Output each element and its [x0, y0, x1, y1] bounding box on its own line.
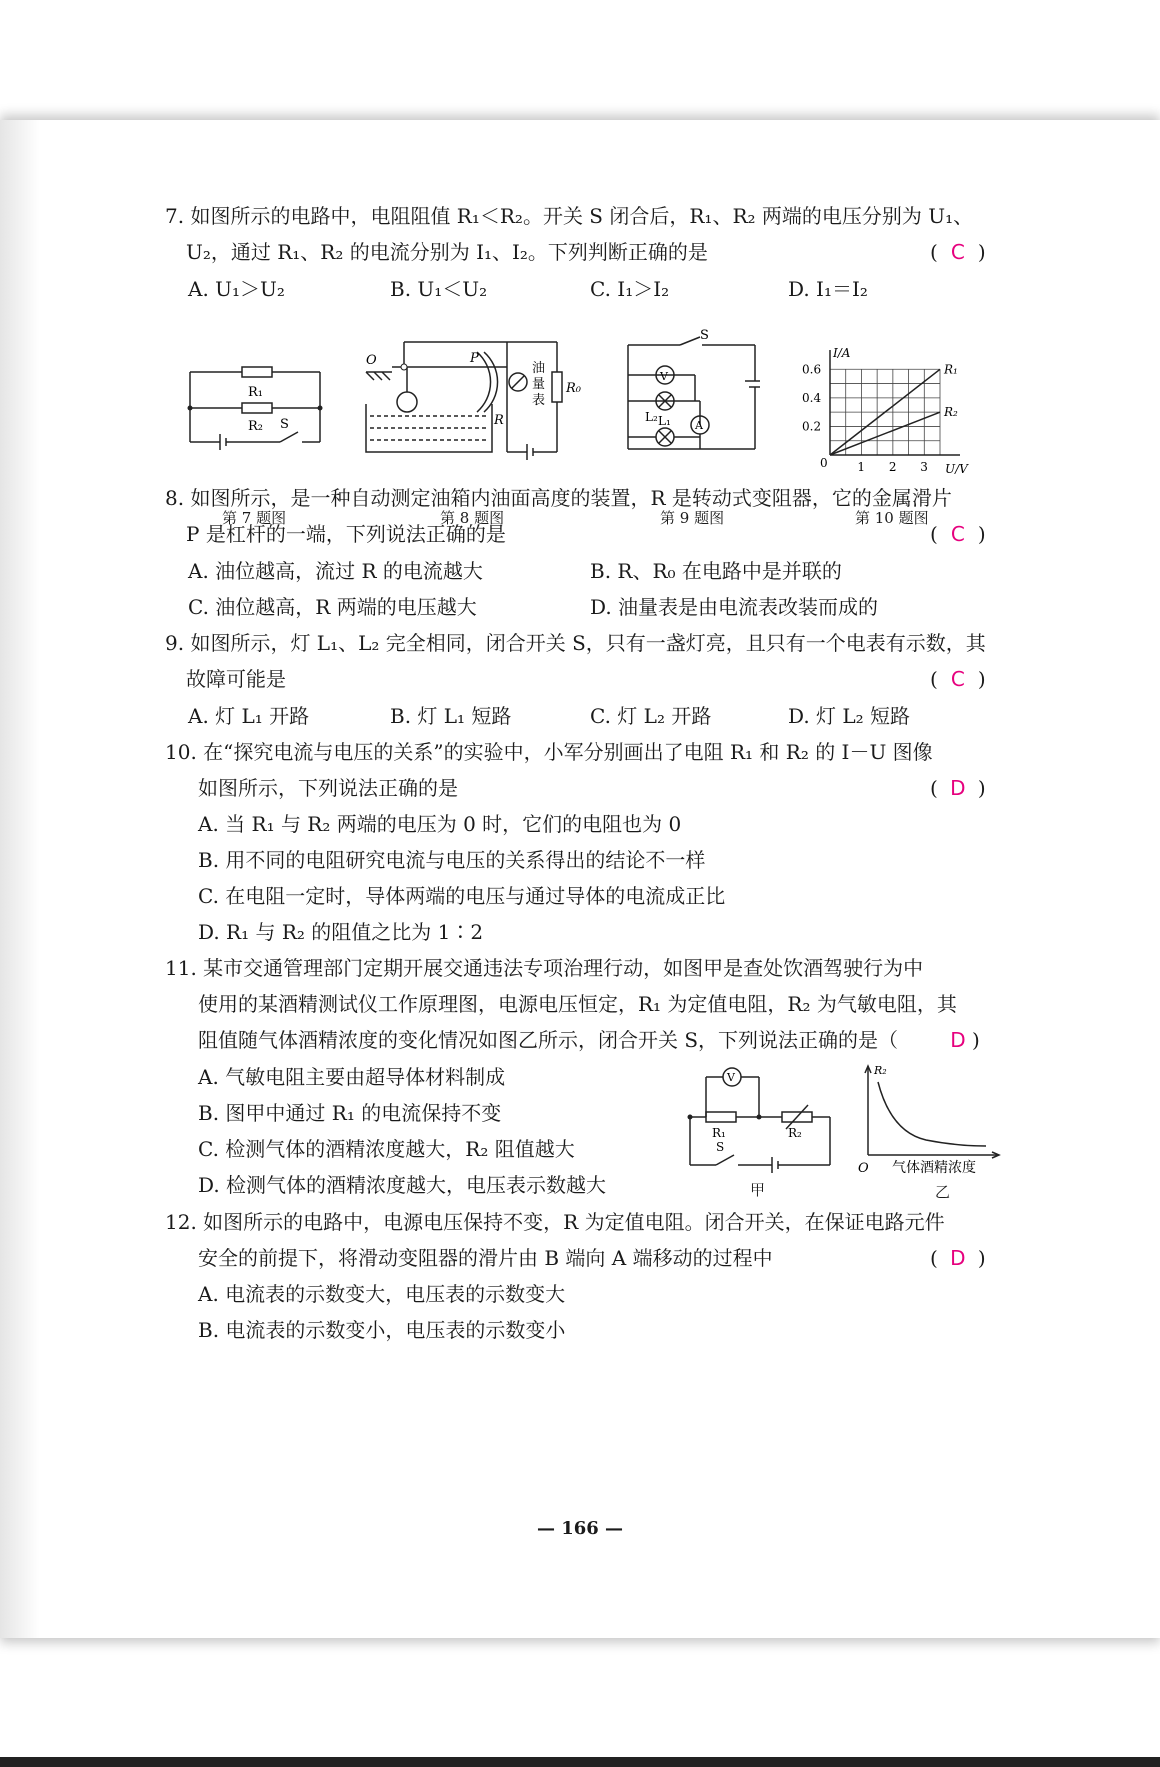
fig9-label-l2: L₂: [645, 410, 658, 424]
q11-option-c: C. 检测气体的酒精浓度越大，R₂ 阻值越大: [198, 1137, 575, 1161]
fig7-caption: 第 7 题图: [222, 509, 287, 527]
q10-stem-line2: 如图所示，下列说法正确的是: [198, 776, 458, 800]
q10-option-a: A. 当 R₁ 与 R₂ 两端的电压为 0 时，它们的电阻也为 0: [198, 812, 682, 836]
fig8-label-r0: R₀: [566, 381, 581, 396]
q11-stem-line3: 阻值随气体酒精浓度的变化情况如图乙所示，闭合开关 S，下列说法正确的是（: [198, 1028, 899, 1052]
q8-answer: ( C ): [930, 522, 986, 546]
q7-option-c: C. I₁＞I₂: [590, 277, 670, 301]
q8-option-c: C. 油位越高，R 两端的电压越大: [188, 595, 477, 619]
fig10-origin: 0: [820, 456, 828, 470]
fig11-yi-caption: 乙: [935, 1183, 951, 1201]
q7-answer-value: C: [950, 240, 965, 264]
fig11-yi-xlabel: 气体酒精浓度: [892, 1160, 976, 1175]
fig9-label-v: V: [660, 370, 668, 383]
fig9-caption: 第 9 题图: [660, 509, 725, 527]
q10-answer-value: D: [950, 776, 966, 800]
fig11-jia-circuit: [686, 1065, 836, 1175]
q7-option-a: A. U₁＞U₂: [188, 277, 285, 301]
q7-option-d: D. I₁＝I₂: [788, 277, 868, 301]
q10-option-c: C. 在电阻一定时，导体两端的电压与通过导体的电流成正比: [198, 884, 726, 908]
q12-option-b: B. 电流表的示数变小，电压表的示数变小: [198, 1318, 566, 1342]
fig11-jia-label-r1: R₁: [712, 1126, 726, 1140]
q7-stem-line2: U₂，通过 R₁、R₂ 的电流分别为 I₁、I₂。下列判断正确的是: [186, 240, 708, 264]
q10-answer: ( D ): [930, 776, 986, 800]
fig7-label-r2: R₂: [248, 419, 263, 434]
fig10-ylabel: I/A: [833, 346, 851, 360]
q9-option-b: B. 灯 L₁ 短路: [390, 704, 512, 728]
q11-answer-value: D: [950, 1028, 966, 1052]
q7-option-b: B. U₁＜U₂: [390, 277, 488, 301]
fig8-label-liang: 量: [532, 377, 546, 392]
bottom-bar: [0, 1757, 1160, 1767]
q7-answer: ( C ): [930, 240, 986, 264]
fig10-y-tick: 0.6: [802, 362, 822, 377]
q12-option-a: A. 电流表的示数变大，电压表的示数变大: [198, 1282, 566, 1306]
fig11-yi-graph: [856, 1060, 1006, 1175]
q11-option-b: B. 图甲中通过 R₁ 的电流保持不变: [198, 1101, 502, 1125]
fig10-x-tick: 1: [857, 460, 866, 474]
fig7-label-s: S: [280, 417, 289, 432]
q8-stem-line1: 8. 如图所示，是一种自动测定油箱内油面高度的装置，R 是转动式变阻器，它的金属滑片: [165, 486, 952, 510]
fig7-label-r1: R₁: [248, 385, 263, 400]
fig8-label-biao: 表: [532, 393, 546, 408]
fig11-yi-origin: O: [858, 1161, 869, 1175]
q8-option-d: D. 油量表是由电流表改装而成的: [590, 595, 879, 619]
fig9-label-s: S: [700, 328, 709, 343]
q11-answer: D ): [944, 1026, 980, 1054]
q9-stem-line1: 9. 如图所示，灯 L₁、L₂ 完全相同，闭合开关 S，只有一盏灯亮，且只有一个电表有示数，其: [165, 631, 986, 655]
q11-stem-line2: 使用的某酒精测试仪工作原理图，电源电压恒定，R₁ 为定值电阻，R₂ 为气敏电阻，其: [198, 992, 957, 1016]
q10-option-d: D. R₁ 与 R₂ 的阻值之比为 1∶2: [198, 920, 484, 944]
q10-option-b: B. 用不同的电阻研究电流与电压的关系得出的结论不一样: [198, 848, 706, 872]
fig10-series-line-2: [830, 412, 940, 455]
fig10-series-label-1: R₁: [944, 362, 958, 377]
q8-answer-value: C: [950, 522, 965, 546]
q9-option-c: C. 灯 L₂ 开路: [590, 704, 712, 728]
fig8-caption: 第 8 题图: [440, 509, 505, 527]
fig11-yi-ylabel: R₂: [874, 1064, 887, 1077]
fig8-label-you: 油: [532, 361, 546, 376]
fig8-label-p: P: [470, 351, 479, 366]
q12-answer-value: D: [950, 1246, 966, 1270]
q9-answer-value: C: [950, 667, 965, 691]
fig9-label-l1: L₁: [658, 414, 671, 428]
fig8-label-o: O: [366, 353, 377, 368]
fig11-jia-label-v: V: [727, 1071, 735, 1084]
q7-stem-line1: 7. 如图所示的电路中，电阻阻值 R₁＜R₂。开关 S 闭合后，R₁、R₂ 两端的电压分别为 U₁、: [165, 204, 974, 228]
fig7-circuit: [180, 352, 330, 452]
q12-stem-line2: 安全的前提下，将滑动变阻器的滑片由 B 端向 A 端移动的过程中: [198, 1246, 773, 1270]
q12-stem-line1: 12. 如图所示的电路中，电源电压保持不变，R 为定值电阻。闭合开关，在保证电路元件: [165, 1210, 945, 1234]
q8-option-b: B. R、R₀ 在电路中是并联的: [590, 559, 842, 583]
q11-option-d: D. 检测气体的酒精浓度越大，电压表示数越大: [198, 1173, 607, 1197]
fig11-jia-caption: 甲: [750, 1181, 766, 1199]
q8-stem-line2: P 是杠杆的一端，下列说法正确的是: [186, 522, 506, 546]
q10-stem-line1: 10. 在“探究电流与电压的关系”的实验中，小军分别画出了电阻 R₁ 和 R₂ 的 I－U 图像: [165, 740, 933, 764]
fig11-jia-label-s: S: [716, 1140, 725, 1154]
fig10-series-label-2: R₂: [944, 405, 958, 420]
fig10-y-tick: 0.4: [802, 390, 822, 405]
fig10-x-tick: 2: [888, 460, 897, 474]
q12-answer: ( D ): [930, 1246, 986, 1270]
fig10-y-tick: 0.2: [802, 419, 822, 434]
fig10-xlabel: U/V: [945, 462, 968, 476]
fig8-label-r: R: [494, 413, 504, 428]
q9-answer: ( C ): [930, 667, 986, 691]
fig10-x-tick: 3: [920, 460, 928, 474]
q8-option-a: A. 油位越高，流过 R 的电流越大: [188, 559, 483, 583]
q9-stem-line2: 故障可能是: [186, 667, 286, 691]
textbook-page: [0, 120, 1160, 1638]
fig8-oil-gauge: [362, 332, 592, 462]
page-number: — 166 —: [536, 1518, 624, 1539]
fig11-jia-label-r2: R₂: [788, 1126, 802, 1140]
q9-option-a: A. 灯 L₁ 开路: [188, 704, 310, 728]
fig9-label-a: A: [695, 419, 703, 432]
q11-option-a: A. 气敏电阻主要由超导体材料制成: [198, 1065, 506, 1089]
fig10-caption: 第 10 题图: [855, 509, 929, 527]
q9-option-d: D. 灯 L₂ 短路: [788, 704, 911, 728]
q11-stem-line1: 11. 某市交通管理部门定期开展交通违法专项治理行动，如图甲是查处饮酒驾驶行为中: [165, 956, 924, 980]
fig9-circuit: [620, 325, 760, 465]
fig10-iu-chart: [800, 345, 980, 485]
